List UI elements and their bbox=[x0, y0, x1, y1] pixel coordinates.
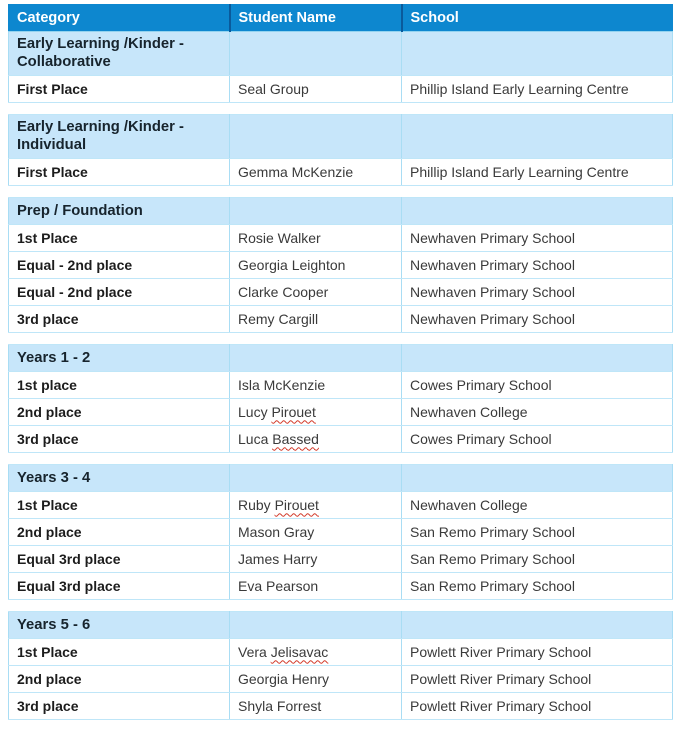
results-table-block-years-3-4 bbox=[8, 464, 673, 600]
school-cell: Newhaven Primary School bbox=[402, 252, 673, 279]
column-header-category: Category bbox=[9, 5, 230, 32]
section-empty-cell bbox=[230, 198, 402, 225]
table-row bbox=[9, 492, 673, 519]
table-row bbox=[9, 666, 673, 693]
section-empty-cell bbox=[402, 612, 673, 639]
section-row bbox=[9, 115, 673, 159]
school-cell: San Remo Primary School bbox=[402, 519, 673, 546]
section-title: Early Learning /Kinder - Individual bbox=[9, 115, 230, 159]
section-empty-cell bbox=[230, 465, 402, 492]
section-empty-cell bbox=[230, 115, 402, 159]
section-row bbox=[9, 345, 673, 372]
student-name: Remy Cargill bbox=[238, 310, 319, 327]
table-row bbox=[9, 76, 673, 103]
place-cell: 3rd place bbox=[9, 426, 230, 453]
school-cell: Phillip Island Early Learning Centre bbox=[402, 159, 673, 186]
section-title: Prep / Foundation bbox=[9, 198, 230, 225]
student-cell bbox=[230, 426, 402, 453]
school-cell: Newhaven Primary School bbox=[402, 279, 673, 306]
results-table-block-early-learning-individual bbox=[8, 114, 673, 186]
school-cell: Powlett River Primary School bbox=[402, 693, 673, 720]
student-name: Rosie Walker bbox=[238, 229, 321, 246]
table-row bbox=[9, 159, 673, 186]
student-cell bbox=[230, 573, 402, 600]
place-cell: 2nd place bbox=[9, 399, 230, 426]
student-name: Luca bbox=[238, 430, 269, 447]
school-cell: Newhaven College bbox=[402, 492, 673, 519]
student-name: Isla McKenzie bbox=[238, 376, 326, 393]
place-cell: 3rd place bbox=[9, 693, 230, 720]
table-row bbox=[9, 519, 673, 546]
school-cell: Cowes Primary School bbox=[402, 426, 673, 453]
table-row bbox=[9, 693, 673, 720]
table-row bbox=[9, 426, 673, 453]
section-title: Years 3 - 4 bbox=[9, 465, 230, 492]
section-title: Years 5 - 6 bbox=[9, 612, 230, 639]
school-cell: Cowes Primary School bbox=[402, 372, 673, 399]
section-empty-cell bbox=[402, 115, 673, 159]
place-cell: 2nd place bbox=[9, 666, 230, 693]
results-table-block-years-5-6 bbox=[8, 611, 673, 720]
school-cell: San Remo Primary School bbox=[402, 546, 673, 573]
place-cell: 3rd place bbox=[9, 306, 230, 333]
school-cell: Newhaven Primary School bbox=[402, 225, 673, 252]
student-name: Seal Group bbox=[238, 80, 309, 97]
place-cell: 1st place bbox=[9, 372, 230, 399]
student-name: Vera bbox=[238, 643, 267, 660]
place-cell: First Place bbox=[9, 76, 230, 103]
student-name: James Harry bbox=[238, 550, 318, 567]
place-cell: Equal 3rd place bbox=[9, 573, 230, 600]
place-cell: 1st Place bbox=[9, 639, 230, 666]
table-row bbox=[9, 546, 673, 573]
section-empty-cell bbox=[230, 32, 402, 76]
place-cell: Equal - 2nd place bbox=[9, 279, 230, 306]
student-cell bbox=[230, 639, 402, 666]
table-row bbox=[9, 252, 673, 279]
place-cell: Equal - 2nd place bbox=[9, 252, 230, 279]
results-table-block-years-1-2 bbox=[8, 344, 673, 453]
section-empty-cell bbox=[402, 32, 673, 76]
student-name: Mason Gray bbox=[238, 523, 315, 540]
student-cell bbox=[230, 546, 402, 573]
table-row bbox=[9, 306, 673, 333]
student-cell bbox=[230, 492, 402, 519]
section-empty-cell bbox=[402, 198, 673, 225]
column-header-school: School bbox=[402, 5, 673, 32]
student-name-misspelled: Pirouet bbox=[271, 403, 316, 420]
school-cell: San Remo Primary School bbox=[402, 573, 673, 600]
student-name: Ruby bbox=[238, 496, 271, 513]
table-row bbox=[9, 573, 673, 600]
section-empty-cell bbox=[230, 612, 402, 639]
school-cell: Newhaven College bbox=[402, 399, 673, 426]
student-cell bbox=[230, 76, 402, 103]
student-cell bbox=[230, 306, 402, 333]
table-row bbox=[9, 225, 673, 252]
place-cell: Equal 3rd place bbox=[9, 546, 230, 573]
student-cell bbox=[230, 519, 402, 546]
table-row bbox=[9, 279, 673, 306]
place-cell: First Place bbox=[9, 159, 230, 186]
student-name: Shyla Forrest bbox=[238, 697, 322, 714]
section-row bbox=[9, 198, 673, 225]
student-cell bbox=[230, 666, 402, 693]
student-name: Eva Pearson bbox=[238, 577, 319, 594]
results-table-block-prep-foundation bbox=[8, 197, 673, 333]
table-row bbox=[9, 399, 673, 426]
school-cell: Powlett River Primary School bbox=[402, 639, 673, 666]
student-name: Georgia Leighton bbox=[238, 256, 346, 273]
table-row bbox=[9, 372, 673, 399]
place-cell: 2nd place bbox=[9, 519, 230, 546]
place-cell: 1st Place bbox=[9, 225, 230, 252]
student-name-misspelled: Jelisavac bbox=[270, 643, 329, 660]
school-cell: Newhaven Primary School bbox=[402, 306, 673, 333]
table-row bbox=[9, 639, 673, 666]
student-name: Gemma McKenzie bbox=[238, 163, 354, 180]
student-cell bbox=[230, 693, 402, 720]
student-name-misspelled: Pirouet bbox=[274, 496, 319, 513]
school-cell: Phillip Island Early Learning Centre bbox=[402, 76, 673, 103]
section-title: Years 1 - 2 bbox=[9, 345, 230, 372]
column-header-student-name: Student Name bbox=[230, 5, 402, 32]
table-header-row bbox=[9, 5, 673, 32]
student-cell bbox=[230, 372, 402, 399]
student-name: Lucy bbox=[238, 403, 268, 420]
section-row bbox=[9, 465, 673, 492]
student-cell bbox=[230, 159, 402, 186]
student-name: Georgia Henry bbox=[238, 670, 330, 687]
student-name-misspelled: Bassed bbox=[272, 430, 319, 447]
section-row bbox=[9, 612, 673, 639]
section-row bbox=[9, 32, 673, 76]
place-cell: 1st Place bbox=[9, 492, 230, 519]
results-table-block-early-learning-collaborative bbox=[8, 4, 673, 103]
student-cell bbox=[230, 225, 402, 252]
student-name: Clarke Cooper bbox=[238, 283, 329, 300]
section-title: Early Learning /Kinder - Collaborative bbox=[9, 32, 230, 76]
section-empty-cell bbox=[230, 345, 402, 372]
section-empty-cell bbox=[402, 465, 673, 492]
section-empty-cell bbox=[402, 345, 673, 372]
student-cell bbox=[230, 399, 402, 426]
school-cell: Powlett River Primary School bbox=[402, 666, 673, 693]
student-cell bbox=[230, 252, 402, 279]
student-cell bbox=[230, 279, 402, 306]
